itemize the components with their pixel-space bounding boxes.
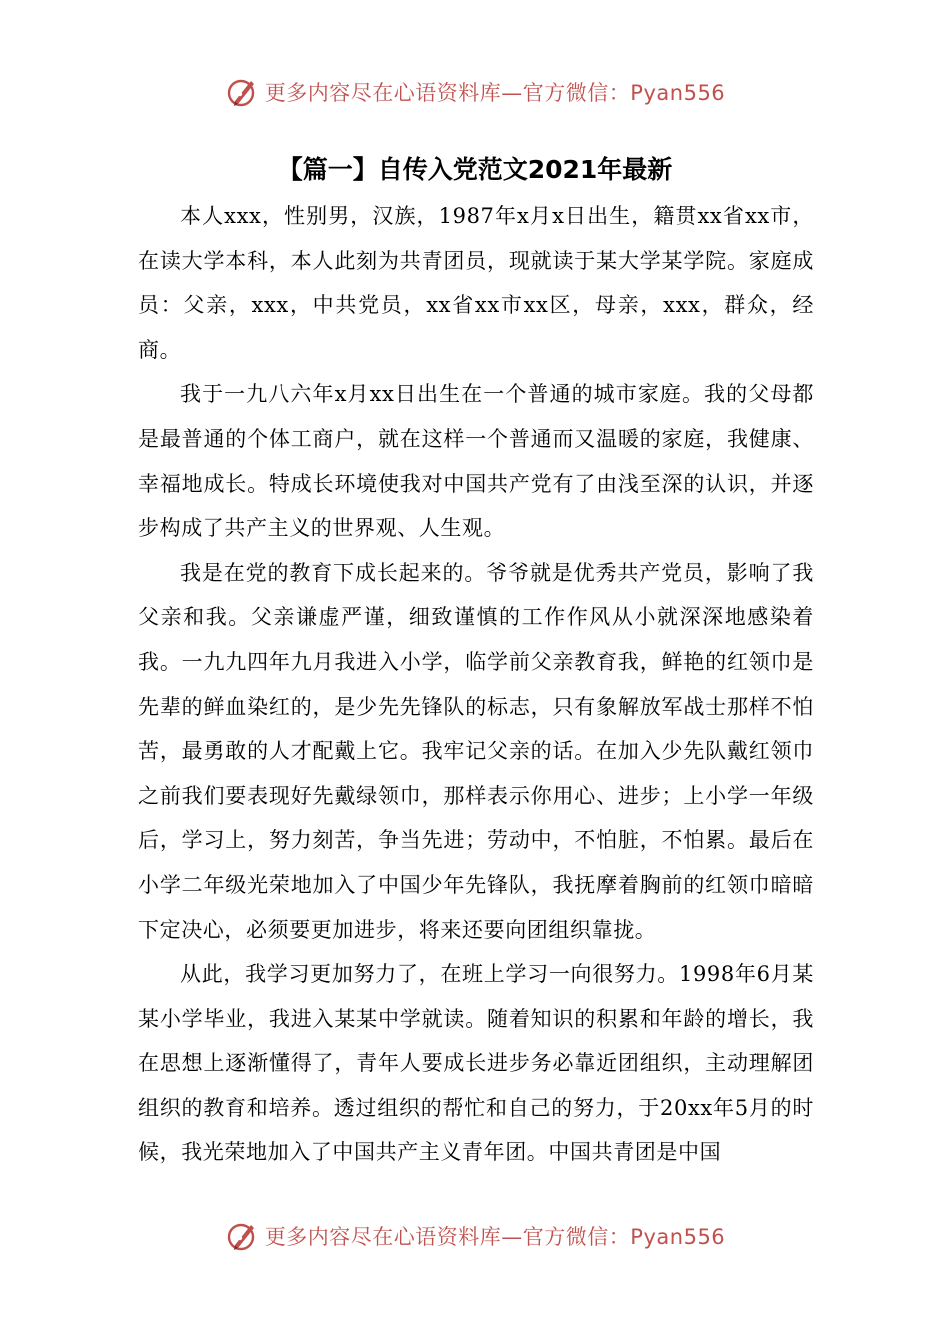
header-banner-text: 更多内容尽在心语资料库—官方微信：Pyan556 xyxy=(264,81,726,105)
paragraph: 从此，我学习更加努力了，在班上学习一向很努力。1998年6月某某小学毕业，我进入某某中学就读。随着知识的积累和年龄的增长，我在思想上逐渐懂得了，青年人要成长进步务必靠近团组织，主动理解团组织的教育和培养。透过组织的帮忙和自己的努力，于20xx年5月的时候，我光荣地加入了中国共产主义青年团。中国共青团是中国 xyxy=(138,962,814,1165)
footer-banner xyxy=(0,1216,950,1256)
page-title: 【篇一】自传入党范文2021年最新 xyxy=(277,155,673,184)
paragraph: 我是在党的教育下成长起来的。爷爷就是优秀共产党员，影响了我父亲和我。父亲谦虚严谨，细致谨慎的工作作风从小就深深地感染着我。一九九四年九月我进入小学，临学前父亲教育我，鲜艳的红领巾是先辈的鲜血染红的，是少先先锋队的标志，只有象解放军战士那样不怕苦，最勇敢的人才配戴上它。我牢记父亲的话。在加入少先队戴红领巾之前我们要表现好先戴绿领巾，那样表示你用心、进步；上小学一年级后，学习上，努力刻苦，争当先进；劳动中，不怕脏，不怕累。最后在小学二年级光荣地加入了中国少年先锋队，我抚摩着胸前的红领巾暗暗下定决心，必须要更加进步，将来还要向团组织靠拢。 xyxy=(138,560,814,942)
document-body xyxy=(138,194,814,1175)
header-banner xyxy=(0,72,950,112)
pen-in-circle-logo-icon xyxy=(225,75,259,109)
footer-banner-text: 更多内容尽在心语资料库—官方微信：Pyan556 xyxy=(264,1225,726,1249)
paragraph: 本人xxx，性别男，汉族，1987年x月x日出生，籍贯xx省xx市，在读大学本科，本人此刻为共青团员，现就读于某大学某学院。家庭成员：父亲，xxx，中共党员，xx省xx市xx区，母亲，xxx，群众，经商。 xyxy=(138,204,814,362)
paragraph: 我于一九八六年x月xx日出生在一个普通的城市家庭。我的父母都是最普通的个体工商户，就在这样一个普通而又温暖的家庭，我健康、幸福地成长。特成长环境使我对中国共产党有了由浅至深的认识，并逐步构成了共产主义的世界观、人生观。 xyxy=(138,382,814,541)
pen-in-circle-logo-icon xyxy=(225,1219,259,1253)
